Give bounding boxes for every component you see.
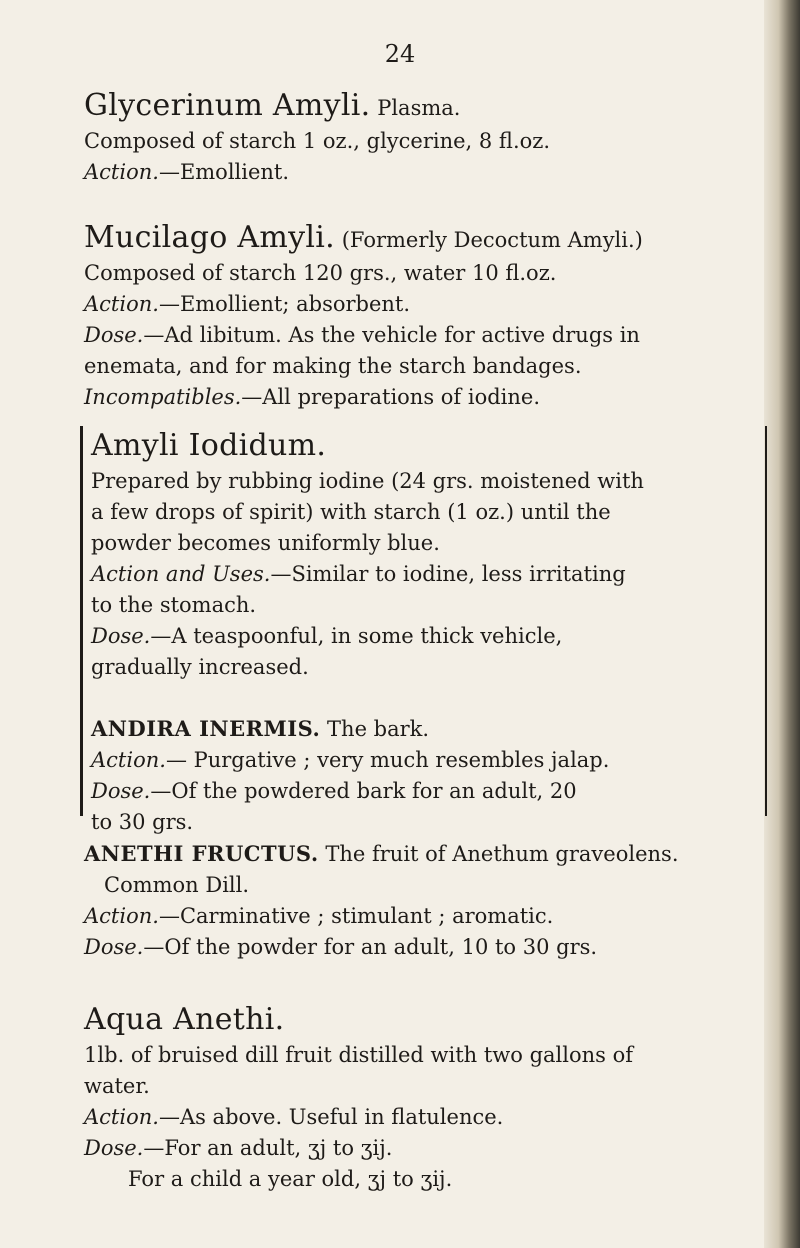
action-line — [91, 745, 767, 776]
common-name-line: Common Dill. — [104, 873, 250, 897]
entry-glycerinum-amyli — [84, 88, 754, 188]
page-edge-shadow — [764, 0, 800, 1248]
action-text: —Emollient; absorbent. — [158, 292, 411, 316]
entry-title: ANDIRA INERMIS. — [91, 716, 321, 741]
dose-label: Dose. — [91, 779, 151, 803]
entry-amyli-iodidum — [91, 426, 767, 683]
entry-description: The fruit of Anethum graveolens. — [325, 842, 679, 866]
page-number: 24 — [384, 40, 416, 68]
action-text: —Similar to iodine, less irritating — [270, 562, 626, 586]
action-label: Action. — [84, 904, 159, 928]
dose-label: Dose. — [84, 1136, 144, 1160]
dose-label: Dose. — [84, 935, 144, 959]
preparation-line: powder becomes uniformly blue. — [91, 531, 440, 555]
dose-text: —A teaspoonful, in some thick vehicle, — [150, 624, 563, 648]
dose-line — [84, 932, 754, 963]
dose-line — [91, 776, 767, 807]
dose-line-continued: to 30 grs. — [91, 810, 194, 834]
incompatibles-text: —All preparations of iodine. — [241, 385, 541, 409]
action-label: Action. — [84, 292, 159, 316]
incompatibles-label: Incompatibles. — [84, 385, 242, 409]
dose-line — [84, 1133, 754, 1164]
action-text: —Emollient. — [158, 160, 290, 184]
entry-title: ANETHI FRUCTUS. — [84, 841, 319, 866]
action-line — [84, 901, 754, 932]
action-label: Action. — [84, 160, 159, 184]
dose-text: —Of the powdered bark for an adult, 20 — [150, 779, 577, 803]
composition-line: Composed of starch 1 oz., glycerine, 8 fl.oz. — [84, 129, 550, 153]
entry-title: Amyli Iodidum. — [91, 428, 327, 463]
action-text: —As above. Useful in flatulence. — [158, 1105, 504, 1129]
action-line-continued: to the stomach. — [91, 593, 257, 617]
preparation-line: a few drops of spirit) with starch (1 oz.) until the — [91, 500, 611, 524]
dose-text: —Of the powder for an adult, 10 to 30 grs. — [143, 935, 598, 959]
preparation-line: Prepared by rubbing iodine (24 grs. moistened with — [91, 469, 644, 493]
dose-line-continued: For a child a year old, ʒj to ʒij. — [128, 1167, 453, 1191]
action-line — [84, 289, 754, 320]
dose-line — [84, 320, 754, 351]
dose-line — [91, 621, 767, 652]
box-right-rule — [762, 426, 767, 816]
dose-text: —For an adult, ʒj to ʒij. — [143, 1136, 393, 1160]
entry-subtitle: Plasma. — [377, 96, 461, 120]
action-line — [84, 157, 754, 188]
entry-note: (Formerly Decoctum Amyli.) — [341, 228, 643, 252]
entry-mucilago-amyli — [84, 220, 754, 413]
entry-anethi-fructus — [84, 838, 754, 963]
entry-description: The bark. — [327, 717, 430, 741]
dose-line-continued: enemata, and for making the starch bandages. — [84, 354, 582, 378]
action-line — [91, 559, 767, 590]
preparation-line: water. — [84, 1074, 150, 1098]
action-label: Action and Uses. — [91, 562, 271, 586]
entry-andira-inermis — [91, 713, 767, 838]
action-label: Action. — [91, 748, 166, 772]
composition-line: Composed of starch 120 grs., water 10 fl.oz. — [84, 261, 557, 285]
dose-line-continued: gradually increased. — [91, 655, 309, 679]
dose-label: Dose. — [91, 624, 151, 648]
action-line — [84, 1102, 754, 1133]
action-text: —Carminative ; stimulant ; aromatic. — [158, 904, 554, 928]
entry-title: Aqua Anethi. — [84, 1002, 285, 1037]
boxed-section — [80, 426, 767, 834]
preparation-line: 1lb. of bruised dill fruit distilled with two gallons of — [84, 1043, 634, 1067]
dose-label: Dose. — [84, 323, 144, 347]
entry-title: Mucilago Amyli. — [84, 220, 336, 255]
action-label: Action. — [84, 1105, 159, 1129]
action-text: — Purgative ; very much resembles jalap. — [165, 748, 610, 772]
incompatibles-line — [84, 382, 754, 413]
dose-text: —Ad libitum. As the vehicle for active drugs in — [143, 323, 640, 347]
entry-aqua-anethi — [84, 1002, 754, 1195]
entry-title: Glycerinum Amyli. — [84, 88, 371, 123]
